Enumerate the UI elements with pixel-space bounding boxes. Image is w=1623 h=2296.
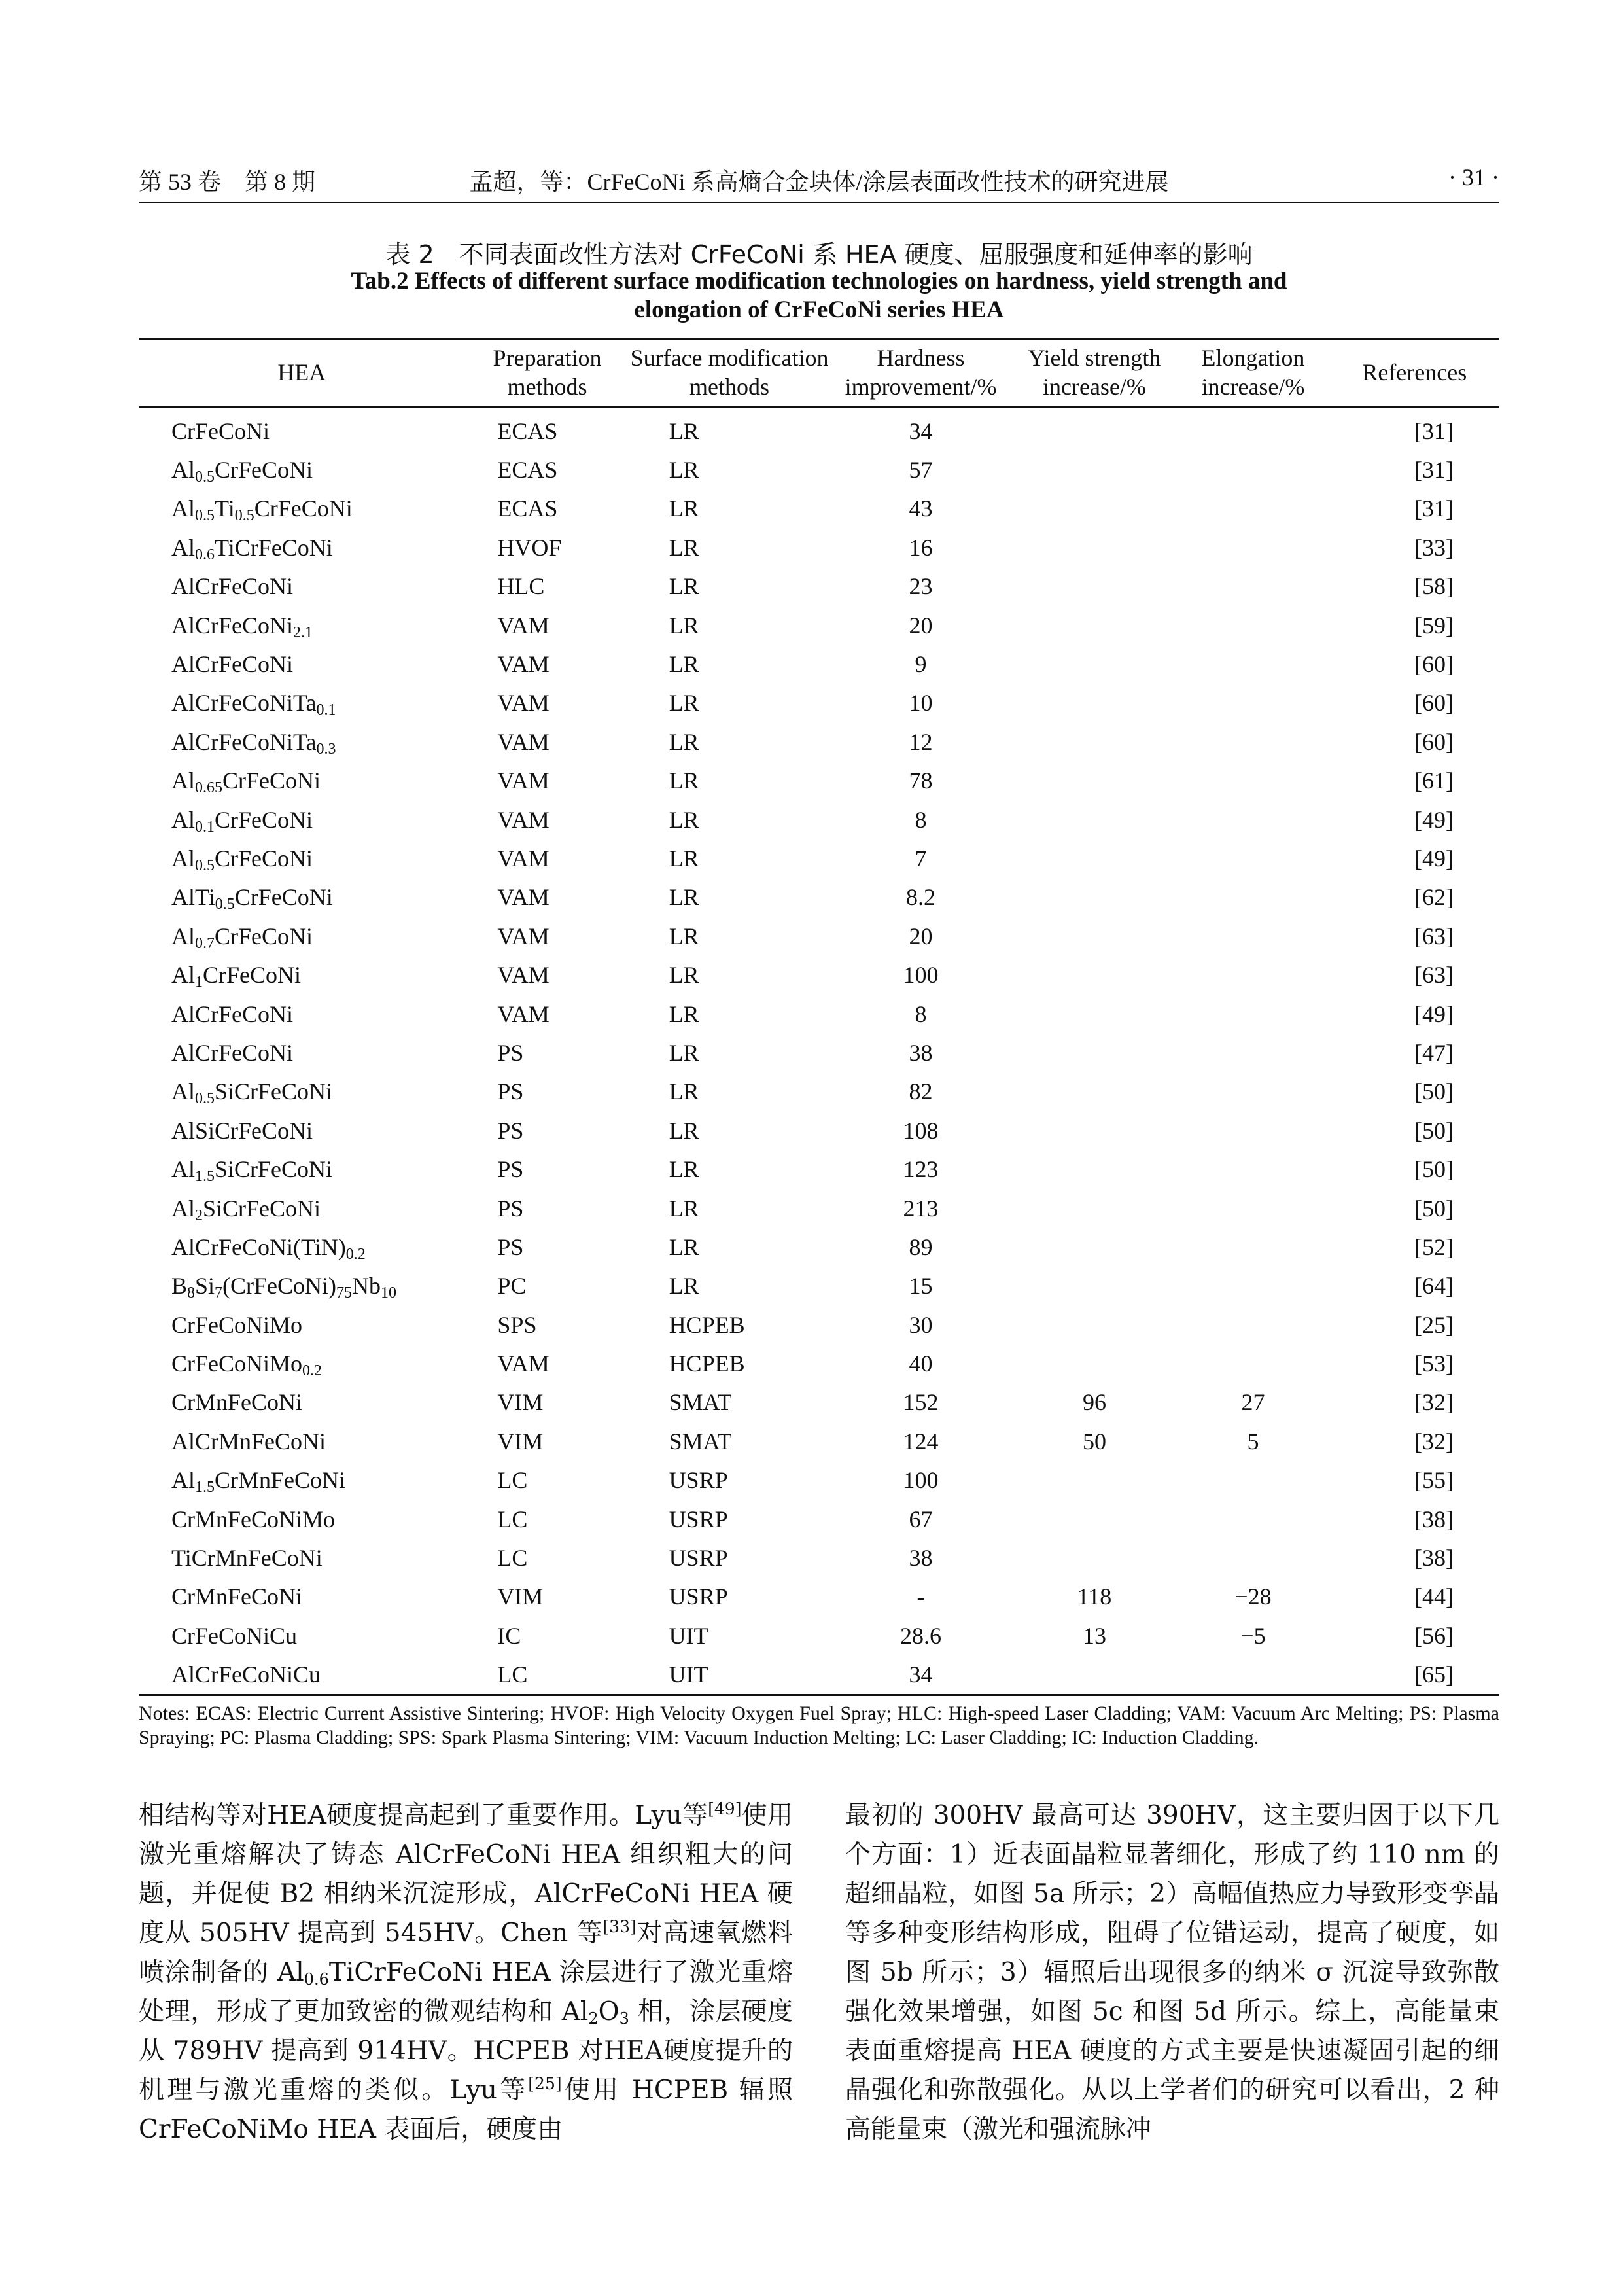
cell-reference: [61] xyxy=(1414,768,1454,794)
cell-elongation xyxy=(1176,722,1329,761)
cell-hea: CrFeCoNiMo$_{0.2}$ xyxy=(171,1351,323,1380)
table-header xyxy=(139,339,1499,408)
cell-reference: [55] xyxy=(1414,1467,1454,1494)
cell-elongation xyxy=(1176,917,1329,955)
table-row xyxy=(139,1111,1499,1150)
cell-reference: [33] xyxy=(1414,534,1454,561)
cell-hea: $Al_{1.5}SiCrFeCoNi$ xyxy=(171,1156,333,1186)
table-row xyxy=(139,839,1499,877)
cell-hea: $Al_{0.65}CrFeCoNi$ xyxy=(171,768,321,797)
cell-hea: $Al_1CrFeCoNi$ xyxy=(171,962,302,991)
cell-reference: [31] xyxy=(1414,417,1454,444)
cell-reference: [63] xyxy=(1414,923,1454,949)
cell-preparation: VAM xyxy=(497,1351,550,1377)
cell-reference: [60] xyxy=(1414,690,1454,716)
cell-elongation xyxy=(1176,1500,1329,1538)
cell-reference: [65] xyxy=(1330,1655,1499,1695)
cell-elongation xyxy=(1176,1033,1329,1072)
cell-preparation: PS xyxy=(497,1117,524,1144)
header-surface-modification: Surface modification methods xyxy=(630,339,829,408)
cell-yield-strength xyxy=(1013,955,1177,994)
cell-surface-modification: SMAT xyxy=(669,1389,732,1416)
table-row xyxy=(139,489,1499,528)
cell-preparation: VIM xyxy=(497,1583,544,1610)
body-column-left: 相结构等对HEA硬度提高起到了重要作用。Lyu等[49]使用激光重熔解决了铸态 AlCrFeCoNi HEA 组织粗大的问题，并促使 B2 相纳米沉淀形成，AlCrFeCoNi HEA 硬度从 505HV 提高到 545HV。Chen 等[33]对高速氧燃料喷涂制备的 $Al_{0.6}TiCrFeCoNi$ HEA 涂层进行了激光重熔处理，形成了更加致密的微观结构和 $Al_2O_3$ 相，涂层硬度从 789HV 提高到 914HV。HCPEB 对HEA硬度提升的机理与激光重熔的类似。Lyu等[25]使用 HCPEB 辐照 CrFeCoNiMo HEA 表面后，硬度由 xyxy=(139,1799,793,2144)
cell-surface-modification: HCPEB xyxy=(669,1351,745,1377)
cell-elongation xyxy=(1176,528,1329,567)
cell-preparation: VAM xyxy=(497,768,550,794)
cell-surface-modification: LR xyxy=(669,1078,699,1105)
cell-elongation xyxy=(1176,1305,1329,1344)
cell-hea: AlCrFeCoNiTa$_{0.3}$ xyxy=(171,728,336,758)
cell-reference: [50] xyxy=(1414,1078,1454,1105)
cell-hea: AlCrFeCoNi xyxy=(171,651,294,678)
cell-hea: CrFeCoNiMo xyxy=(171,1311,303,1338)
cell-hardness: 23 xyxy=(909,573,933,600)
table-row xyxy=(139,1267,1499,1305)
cell-reference: [49] xyxy=(1414,806,1454,833)
cell-surface-modification: LR xyxy=(669,845,699,872)
cell-surface-modification: USRP xyxy=(669,1545,728,1572)
cell-preparation: SPS xyxy=(497,1311,537,1338)
cell-surface-modification: SMAT xyxy=(669,1428,732,1455)
cell-surface-modification: UIT xyxy=(630,1655,829,1695)
cell-hea: CrMnFeCoNi xyxy=(171,1583,303,1610)
cell-yield-strength xyxy=(1013,1305,1177,1344)
data-table-wrapper xyxy=(139,338,1499,1696)
cell-reference: [56] xyxy=(1414,1622,1454,1649)
cell-elongation xyxy=(1176,1655,1329,1695)
cell-elongation xyxy=(1176,1189,1329,1227)
cell-elongation: 5 xyxy=(1247,1428,1259,1455)
cell-surface-modification: USRP xyxy=(669,1583,728,1610)
table-row xyxy=(139,1461,1499,1500)
table-caption-en-line1: Tab.2 Effects of different surface modification technologies on hardness, yield strength and xyxy=(351,268,1287,294)
cell-yield-strength xyxy=(1013,1344,1177,1383)
cell-hardness: 9 xyxy=(915,651,927,678)
header-hea: HEA xyxy=(139,339,464,408)
cell-reference: [60] xyxy=(1414,728,1454,755)
cell-yield-strength xyxy=(1013,839,1177,877)
cell-reference: [25] xyxy=(1414,1311,1454,1338)
table-row xyxy=(139,1383,1499,1422)
cell-preparation: VAM xyxy=(497,806,550,833)
cell-elongation xyxy=(1176,684,1329,722)
cell-preparation: LC xyxy=(464,1655,629,1695)
cell-hea: $AlCrFeCoNi(TiN)_{0.2}$ xyxy=(171,1233,366,1263)
cell-hea: $Al_{0.6}TiCrFeCoNi$ xyxy=(171,534,333,563)
table-row xyxy=(139,528,1499,567)
cell-hardness: 8 xyxy=(915,806,927,833)
cell-reference: [53] xyxy=(1414,1351,1454,1377)
cell-hardness: 38 xyxy=(909,1039,933,1066)
cell-surface-modification: LR xyxy=(669,690,699,716)
cell-hea: CrFeCoNiCu xyxy=(171,1622,298,1649)
cell-preparation: LC xyxy=(497,1545,528,1572)
cell-yield-strength xyxy=(1013,1033,1177,1072)
cell-yield-strength xyxy=(1013,762,1177,800)
cell-reference: [52] xyxy=(1414,1233,1454,1260)
cell-yield-strength: 118 xyxy=(1077,1583,1112,1610)
cell-hardness: 89 xyxy=(909,1233,933,1260)
cell-hardness: 124 xyxy=(903,1428,939,1455)
cell-surface-modification: LR xyxy=(669,884,699,911)
cell-yield-strength xyxy=(1013,722,1177,761)
cell-hardness: 43 xyxy=(909,495,933,522)
cell-elongation: −28 xyxy=(1234,1583,1272,1610)
cell-preparation: VAM xyxy=(497,884,550,911)
page-number: · 31 · xyxy=(1448,164,1499,190)
table-row xyxy=(139,1305,1499,1344)
cell-hea: $B_8Si_7(CrFeCoNi)_{75}Nb_{10}$ xyxy=(171,1273,397,1302)
cell-preparation: VAM xyxy=(497,1000,550,1027)
cell-yield-strength xyxy=(1013,1461,1177,1500)
cell-hardness: 123 xyxy=(903,1156,939,1183)
cell-yield-strength xyxy=(1013,407,1177,450)
cell-hea: CrFeCoNi xyxy=(171,417,270,444)
table-row xyxy=(139,684,1499,722)
cell-surface-modification: LR xyxy=(669,1117,699,1144)
cell-hardness: 100 xyxy=(903,962,939,989)
cell-surface-modification: LR xyxy=(669,457,699,484)
cell-preparation: PS xyxy=(497,1039,524,1066)
cell-preparation: PS xyxy=(497,1195,524,1222)
cell-reference: [38] xyxy=(1414,1545,1454,1572)
cell-preparation: PS xyxy=(497,1078,524,1105)
cell-hea: AlCrFeCoNi xyxy=(171,1039,294,1066)
cell-preparation: VIM xyxy=(497,1389,544,1416)
cell-reference: [62] xyxy=(1414,884,1454,911)
cell-hea: AlCrFeCoNi xyxy=(171,1000,294,1027)
cell-hardness: 20 xyxy=(909,923,933,949)
cell-elongation xyxy=(1176,800,1329,839)
cell-reference: [64] xyxy=(1414,1273,1454,1299)
table-row xyxy=(139,1538,1499,1577)
cell-hardness: 82 xyxy=(909,1078,933,1105)
table-row xyxy=(139,1189,1499,1227)
cell-elongation xyxy=(1176,1461,1329,1500)
cell-surface-modification: LR xyxy=(669,806,699,833)
cell-surface-modification: LR xyxy=(669,768,699,794)
cell-hardness: 12 xyxy=(909,728,933,755)
cell-hea: $Al_{1.5}CrMnFeCoNi$ xyxy=(171,1467,346,1496)
cell-elongation xyxy=(1176,489,1329,528)
table-caption-cn: 表 2 不同表面改性方法对 CrFeCoNi 系 HEA 硬度、屈服强度和延伸率的影响 xyxy=(385,240,1253,269)
cell-hardness: 16 xyxy=(909,534,933,561)
data-table xyxy=(139,338,1499,1696)
cell-hea: TiCrMnFeCoNi xyxy=(171,1545,323,1572)
table-row xyxy=(139,722,1499,761)
table-row xyxy=(139,1072,1499,1111)
table-row xyxy=(139,955,1499,994)
cell-elongation xyxy=(1176,1267,1329,1305)
cell-preparation: VAM xyxy=(497,845,550,872)
cell-surface-modification: LR xyxy=(669,728,699,755)
cell-surface-modification: LR xyxy=(669,573,699,600)
cell-hardness: 213 xyxy=(903,1195,939,1222)
cell-elongation xyxy=(1176,1227,1329,1266)
volume-issue: 第 53 卷 第 8 期 xyxy=(139,169,316,195)
cell-reference: [47] xyxy=(1414,1039,1454,1066)
cell-yield-strength xyxy=(1013,567,1177,606)
cell-elongation xyxy=(1176,1150,1329,1188)
cell-yield-strength xyxy=(1013,917,1177,955)
cell-surface-modification: LR xyxy=(669,495,699,522)
cell-elongation xyxy=(1176,878,1329,917)
cell-hardness: 78 xyxy=(909,768,933,794)
table-row xyxy=(139,645,1499,683)
cell-hea: $Al_2SiCrFeCoNi$ xyxy=(171,1195,321,1224)
cell-yield-strength: 50 xyxy=(1082,1428,1106,1455)
cell-yield-strength xyxy=(1013,1500,1177,1538)
cell-hea: $Al_{0.5}CrFeCoNi$ xyxy=(171,845,313,874)
cell-hea: $Al_{0.5}Ti_{0.5}CrFeCoNi$ xyxy=(171,495,353,525)
table-row xyxy=(139,1150,1499,1188)
cell-surface-modification: LR xyxy=(669,1000,699,1027)
table-notes: Notes: ECAS: Electric Current Assistive Sintering; HVOF: High Velocity Oxygen Fuel Spray; HLC: High-speed Laser Cladding; VAM: Vacuum Arc Melting; PS: Plasma Spraying; PC: Plasma Cladding; SPS: Spark Plasma Sintering; VIM: Vacuum Induction Melting; LC: Laser Cladding; IC: Induction Cladding. xyxy=(139,1703,1499,1748)
cell-surface-modification: LR xyxy=(669,651,699,678)
header-rule xyxy=(139,202,1499,203)
header-yield-strength: Yield strength increase/% xyxy=(1013,339,1177,408)
cell-elongation xyxy=(1176,645,1329,683)
cell-yield-strength xyxy=(1013,645,1177,683)
cell-surface-modification: LR xyxy=(669,612,699,639)
cell-hardness: 15 xyxy=(909,1273,933,1299)
cell-preparation: HLC xyxy=(497,573,545,600)
cell-hea: CrMnFeCoNi xyxy=(171,1389,303,1416)
table-row xyxy=(139,1227,1499,1266)
table-row xyxy=(139,800,1499,839)
cell-hardness: 10 xyxy=(909,690,933,716)
cell-reference: [50] xyxy=(1414,1117,1454,1144)
cell-hardness: 152 xyxy=(903,1389,939,1416)
cell-hardness: 8.2 xyxy=(906,884,936,911)
cell-elongation xyxy=(1176,995,1329,1033)
table-row xyxy=(139,1422,1499,1460)
cell-hea: AlSiCrFeCoNi xyxy=(171,1117,313,1144)
cell-reference: [50] xyxy=(1414,1195,1454,1222)
cell-preparation: PS xyxy=(497,1156,524,1183)
cell-hardness: 100 xyxy=(903,1467,939,1494)
cell-hardness: 7 xyxy=(915,845,927,872)
cell-hea: AlCrMnFeCoNi xyxy=(171,1428,326,1455)
cell-yield-strength xyxy=(1013,1227,1177,1266)
cell-yield-strength xyxy=(1013,450,1177,489)
table-row xyxy=(139,450,1499,489)
cell-hardness: 34 xyxy=(829,1655,1013,1695)
cell-hardness: 20 xyxy=(909,612,933,639)
cell-reference: [59] xyxy=(1414,612,1454,639)
cell-elongation xyxy=(1176,1538,1329,1577)
cell-preparation: LC xyxy=(497,1506,528,1532)
cell-yield-strength xyxy=(1013,606,1177,645)
cell-preparation: VAM xyxy=(497,651,550,678)
cell-hea: AlCrFeCoNi$_{2.1}$ xyxy=(171,612,313,641)
cell-preparation: PC xyxy=(497,1273,527,1299)
cell-hardness: 67 xyxy=(909,1506,933,1532)
cell-surface-modification: USRP xyxy=(669,1467,728,1494)
cell-reference: [31] xyxy=(1414,495,1454,522)
cell-elongation xyxy=(1176,1072,1329,1111)
cell-yield-strength xyxy=(1013,800,1177,839)
cell-hea: $Al_{0.5}SiCrFeCoNi$ xyxy=(171,1078,333,1108)
cell-hea: CrMnFeCoNiMo xyxy=(171,1506,336,1532)
cell-yield-strength xyxy=(1013,1655,1177,1695)
table-row xyxy=(139,878,1499,917)
cell-reference: [38] xyxy=(1414,1506,1454,1532)
cell-preparation: ECAS xyxy=(497,495,558,522)
cell-elongation xyxy=(1176,955,1329,994)
cell-surface-modification: LR xyxy=(669,534,699,561)
cell-yield-strength xyxy=(1013,1538,1177,1577)
header-preparation: Preparation methods xyxy=(464,339,629,408)
cell-elongation xyxy=(1176,450,1329,489)
table-row xyxy=(139,1616,1499,1655)
cell-surface-modification: LR xyxy=(669,1039,699,1066)
cell-surface-modification: LR xyxy=(669,417,699,444)
cell-preparation: VIM xyxy=(497,1428,544,1455)
cell-preparation: VAM xyxy=(497,962,550,989)
cell-preparation: HVOF xyxy=(497,534,562,561)
header-references: References xyxy=(1330,339,1499,408)
header-elongation: Elongation increase/% xyxy=(1176,339,1329,408)
cell-preparation: PS xyxy=(497,1233,524,1260)
cell-elongation xyxy=(1176,762,1329,800)
cell-reference: [50] xyxy=(1414,1156,1454,1183)
cell-yield-strength xyxy=(1013,528,1177,567)
cell-preparation: ECAS xyxy=(497,457,558,484)
cell-preparation: IC xyxy=(497,1622,521,1649)
cell-hea: $Al_{0.1}CrFeCoNi$ xyxy=(171,806,313,836)
header-hardness: Hardness improvement/% xyxy=(829,339,1013,408)
cell-hea: AlTi$_{0.5}$CrFeCoNi xyxy=(171,884,333,913)
cell-yield-strength xyxy=(1013,1267,1177,1305)
cell-reference: [58] xyxy=(1414,573,1454,600)
body-column-right: 最初的 300HV 最高可达 390HV，这主要归因于以下几个方面：1）近表面晶粒显著细化，形成了约 110 nm 的超细晶粒，如图 5a 所示；2）高幅值热应力导致形变孪晶等多种变形结构形成，阻碍了位错运动，提高了硬度，如图 5b 所示；3）辐照后出现很多的纳米 σ 沉淀导致弥散强化效果增强，如图 5c 和图 5d 所示。综上，高能量束表面重熔提高 HEA 硬度的方式主要是快速凝固引起的细晶强化和弥散强化。从以上学者们的研究可以看出，2 种高能量束（激光和强流脉冲 xyxy=(845,1801,1499,2144)
cell-reference: [49] xyxy=(1414,1000,1454,1027)
cell-surface-modification: USRP xyxy=(669,1506,728,1532)
cell-preparation: VAM xyxy=(497,612,550,639)
cell-preparation: LC xyxy=(497,1467,528,1494)
cell-hardness: 57 xyxy=(909,457,933,484)
cell-preparation: VAM xyxy=(497,690,550,716)
cell-hea: $Al_{0.5}CrFeCoNi$ xyxy=(171,457,313,486)
running-title: 孟超，等：CrFeCoNi 系高熵合金块体/涂层表面改性技术的研究进展 xyxy=(469,169,1169,195)
cell-hea: $Al_{0.7}CrFeCoNi$ xyxy=(171,923,313,952)
cell-elongation xyxy=(1176,839,1329,877)
cell-surface-modification: LR xyxy=(669,1233,699,1260)
cell-hardness: 40 xyxy=(909,1351,933,1377)
cell-yield-strength xyxy=(1013,684,1177,722)
table-row xyxy=(139,762,1499,800)
cell-surface-modification: HCPEB xyxy=(669,1311,745,1338)
cell-reference: [32] xyxy=(1414,1389,1454,1416)
table-row xyxy=(139,1655,1499,1695)
cell-surface-modification: LR xyxy=(669,923,699,949)
cell-yield-strength xyxy=(1013,1189,1177,1227)
cell-hardness: 108 xyxy=(903,1117,939,1144)
table-row xyxy=(139,1500,1499,1538)
cell-reference: [32] xyxy=(1414,1428,1454,1455)
table-caption-en xyxy=(139,267,1499,325)
cell-elongation xyxy=(1176,407,1329,450)
cell-preparation: VAM xyxy=(497,728,550,755)
cell-elongation xyxy=(1176,606,1329,645)
cell-elongation: −5 xyxy=(1240,1622,1266,1649)
table-row xyxy=(139,606,1499,645)
table-body xyxy=(139,407,1499,1695)
cell-hardness: 30 xyxy=(909,1311,933,1338)
cell-hardness: - xyxy=(916,1583,925,1610)
cell-surface-modification: LR xyxy=(669,1195,699,1222)
cell-elongation xyxy=(1176,1111,1329,1150)
cell-elongation xyxy=(1176,1344,1329,1383)
cell-surface-modification: LR xyxy=(669,962,699,989)
cell-reference: [31] xyxy=(1414,457,1454,484)
table-row xyxy=(139,1344,1499,1383)
table-row xyxy=(139,567,1499,606)
table-row xyxy=(139,407,1499,450)
cell-yield-strength xyxy=(1013,878,1177,917)
cell-reference: [49] xyxy=(1414,845,1454,872)
cell-yield-strength xyxy=(1013,1150,1177,1188)
cell-yield-strength xyxy=(1013,995,1177,1033)
running-header xyxy=(139,164,1499,203)
table-row xyxy=(139,995,1499,1033)
cell-yield-strength xyxy=(1013,489,1177,528)
cell-surface-modification: LR xyxy=(669,1273,699,1299)
cell-hea: AlCrFeCoNi xyxy=(171,573,294,600)
cell-preparation: VAM xyxy=(497,923,550,949)
cell-yield-strength xyxy=(1013,1111,1177,1150)
cell-yield-strength xyxy=(1013,1072,1177,1111)
table-row xyxy=(139,1033,1499,1072)
cell-hardness: 8 xyxy=(915,1000,927,1027)
cell-hardness: 38 xyxy=(909,1545,933,1572)
cell-reference: [44] xyxy=(1414,1583,1454,1610)
cell-hardness: 34 xyxy=(909,417,933,444)
cell-preparation: ECAS xyxy=(497,417,558,444)
cell-elongation: 27 xyxy=(1241,1389,1265,1416)
cell-yield-strength: 96 xyxy=(1082,1389,1106,1416)
cell-hea: AlCrFeCoNiTa$_{0.1}$ xyxy=(171,690,336,719)
table-row xyxy=(139,1578,1499,1616)
table-row xyxy=(139,917,1499,955)
cell-hea: AlCrFeCoNiCu xyxy=(139,1655,464,1695)
cell-surface-modification: LR xyxy=(669,1156,699,1183)
table-caption-en-line2: elongation of CrFeCoNi series HEA xyxy=(634,296,1004,323)
cell-reference: [63] xyxy=(1414,962,1454,989)
cell-hardness: 28.6 xyxy=(900,1622,942,1649)
cell-elongation xyxy=(1176,567,1329,606)
cell-reference: [60] xyxy=(1414,651,1454,678)
cell-yield-strength: 13 xyxy=(1082,1622,1106,1649)
cell-surface-modification: UIT xyxy=(669,1622,708,1649)
